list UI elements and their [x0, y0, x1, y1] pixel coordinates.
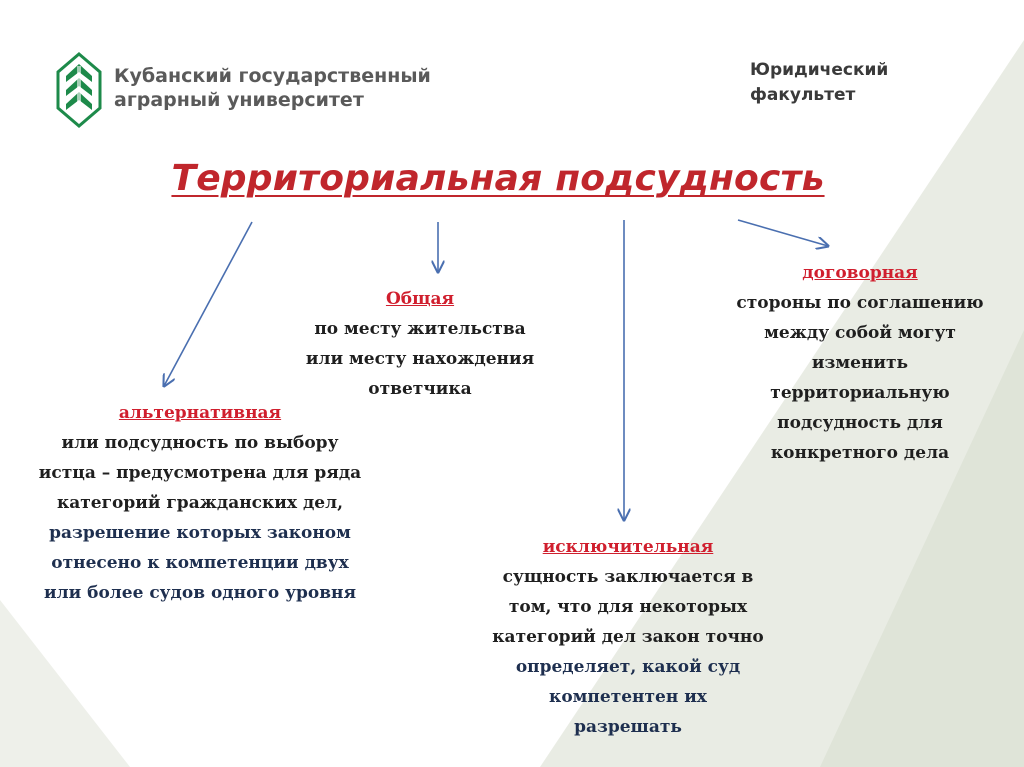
- contractual-jurisdiction-block: [700, 258, 1020, 468]
- contractual-line: конкретного дела: [770, 443, 950, 463]
- alternative-line: разрешение которых законом: [49, 523, 351, 543]
- general-line: или месту нахождения: [305, 349, 535, 369]
- exclusive-line: категорий дел закон точно: [492, 627, 764, 647]
- contractual-heading: договорная: [802, 263, 918, 283]
- general-jurisdiction-block: [270, 284, 570, 404]
- university-name-line1: Кубанский государственный: [114, 65, 431, 87]
- alternative-line: отнесено к компетенции двух: [51, 553, 349, 573]
- exclusive-jurisdiction-block: [470, 532, 786, 742]
- exclusive-line: компетентен их: [549, 687, 707, 707]
- contractual-line: стороны по соглашению: [736, 293, 984, 313]
- university-name-line2: аграрный университет: [114, 89, 364, 111]
- alternative-line: истца – предусмотрена для ряда: [38, 463, 362, 483]
- university-name: [114, 64, 431, 112]
- faculty-name-line1: Юридический: [750, 60, 889, 80]
- alternative-line: категорий гражданских дел,: [56, 493, 344, 513]
- faculty-name-line2: факультет: [750, 85, 856, 105]
- general-heading: Общая: [385, 289, 455, 309]
- general-line: по месту жительства: [314, 319, 526, 339]
- exclusive-heading: исключительная: [542, 537, 714, 557]
- contractual-line: изменить: [811, 353, 909, 373]
- contractual-line: территориальную: [770, 383, 950, 403]
- exclusive-line: разрешать: [574, 717, 682, 737]
- alternative-jurisdiction-block: [2, 398, 398, 608]
- faculty-name: [750, 58, 888, 108]
- university-logo-icon: [56, 52, 102, 128]
- alternative-line: или подсудность по выбору: [61, 433, 339, 453]
- alternative-line: или более судов одного уровня: [43, 583, 357, 603]
- exclusive-line: определяет, какой суд: [515, 657, 741, 677]
- contractual-line: между собой могут: [764, 323, 956, 343]
- contractual-line: подсудность для: [777, 413, 943, 433]
- page-title: Территориальная подсудность: [171, 158, 825, 199]
- exclusive-line: сущность заключается в: [502, 567, 754, 587]
- exclusive-line: том, что для некоторых: [508, 597, 748, 617]
- general-line: ответчика: [368, 379, 472, 399]
- alternative-heading: альтернативная: [118, 403, 282, 423]
